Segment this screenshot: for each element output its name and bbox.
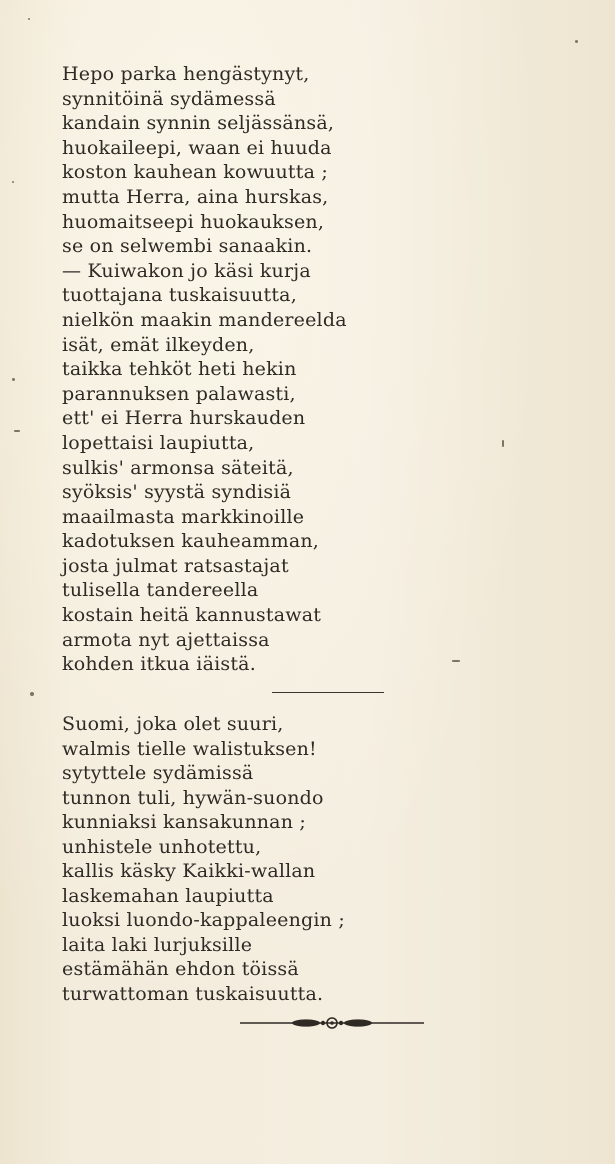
poem-line: walmis tielle walistuksen!	[62, 737, 317, 760]
poem-line: se on selwembi sanaakin.	[62, 235, 313, 258]
poem-line: sulkis' armonsa säteitä,	[62, 456, 294, 479]
poem-stanza-2	[62, 712, 502, 1006]
poem-line: lopettaisi laupiutta,	[62, 431, 255, 454]
poem-line: koston kauhean kowuutta ;	[62, 161, 328, 184]
poem-line: kadotuksen kauheamman,	[62, 530, 320, 553]
poem-line: Suomi, joka olet suuri,	[62, 713, 284, 735]
paper-speck	[14, 430, 20, 432]
poem-line: unhistele unhotettu,	[62, 835, 262, 858]
poem-line: synnitöinä sydämessä	[62, 87, 276, 110]
paper-speck	[575, 40, 578, 43]
paper-speck	[12, 181, 14, 183]
poem-line: kallis käsky Kaikki-wallan	[62, 860, 316, 882]
poem-line: laita laki lurjuksille	[62, 933, 253, 956]
poem-stanza-1	[62, 62, 502, 677]
poem-line: armota nyt ajettaissa	[62, 628, 270, 651]
poem-line: mutta Herra, aina hurskas,	[62, 185, 329, 208]
paper-speck	[502, 440, 504, 447]
poem-line: turwattoman tuskaisuutta.	[62, 982, 324, 1005]
poem-line: josta julmat ratsastajat	[62, 554, 289, 577]
poem-line: kandain synnin seljässänsä,	[62, 112, 335, 135]
paper-speck	[30, 692, 34, 696]
poem-line: kostain heitä kannustawat	[62, 604, 322, 627]
section-divider-rule	[272, 692, 384, 693]
poem-line: nielkön maakin mandereelda	[62, 308, 347, 331]
poem-line: syöksis' syystä syndisiä	[62, 481, 292, 504]
poem-line: kohden itkua iäistä.	[62, 653, 256, 676]
poem-line: taikka tehköt heti hekin	[62, 358, 297, 381]
poem-line: Hepo parka hengästynyt,	[62, 63, 310, 85]
poem-line: ett' ei Herra hurskauden	[62, 407, 306, 430]
poem-line: — Kuiwakon jo käsi kurja	[62, 259, 311, 282]
paper-speck	[452, 660, 460, 662]
poem-line: estämähän ehdon töissä	[62, 958, 299, 980]
poem-line: luoksi luondo-kappaleengin ;	[62, 909, 345, 931]
poem-line: huomaitseepi huokauksen,	[62, 210, 325, 233]
poem-line: laskemahan laupiutta	[62, 884, 274, 907]
poem-line: tunnon tuli, hywän-suondo	[62, 786, 324, 809]
paper-speck	[12, 378, 15, 381]
paper-speck	[28, 18, 30, 20]
poem-line: huokaileepi, waan ei huuda	[62, 136, 332, 159]
poem-line: parannuksen palawasti,	[62, 382, 296, 405]
poem-line: tuottajana tuskaisuutta,	[62, 284, 297, 307]
poem-line: maailmasta markkinoille	[62, 505, 305, 528]
end-ornament-rule	[240, 1017, 424, 1029]
poem-line: kunniaksi kansakunnan ;	[62, 811, 306, 833]
poem-line: sytyttele sydämissä	[62, 762, 254, 784]
poem-line: isät, emät ilkeyden,	[62, 333, 255, 356]
poem-line: tulisella tandereella	[62, 579, 259, 602]
